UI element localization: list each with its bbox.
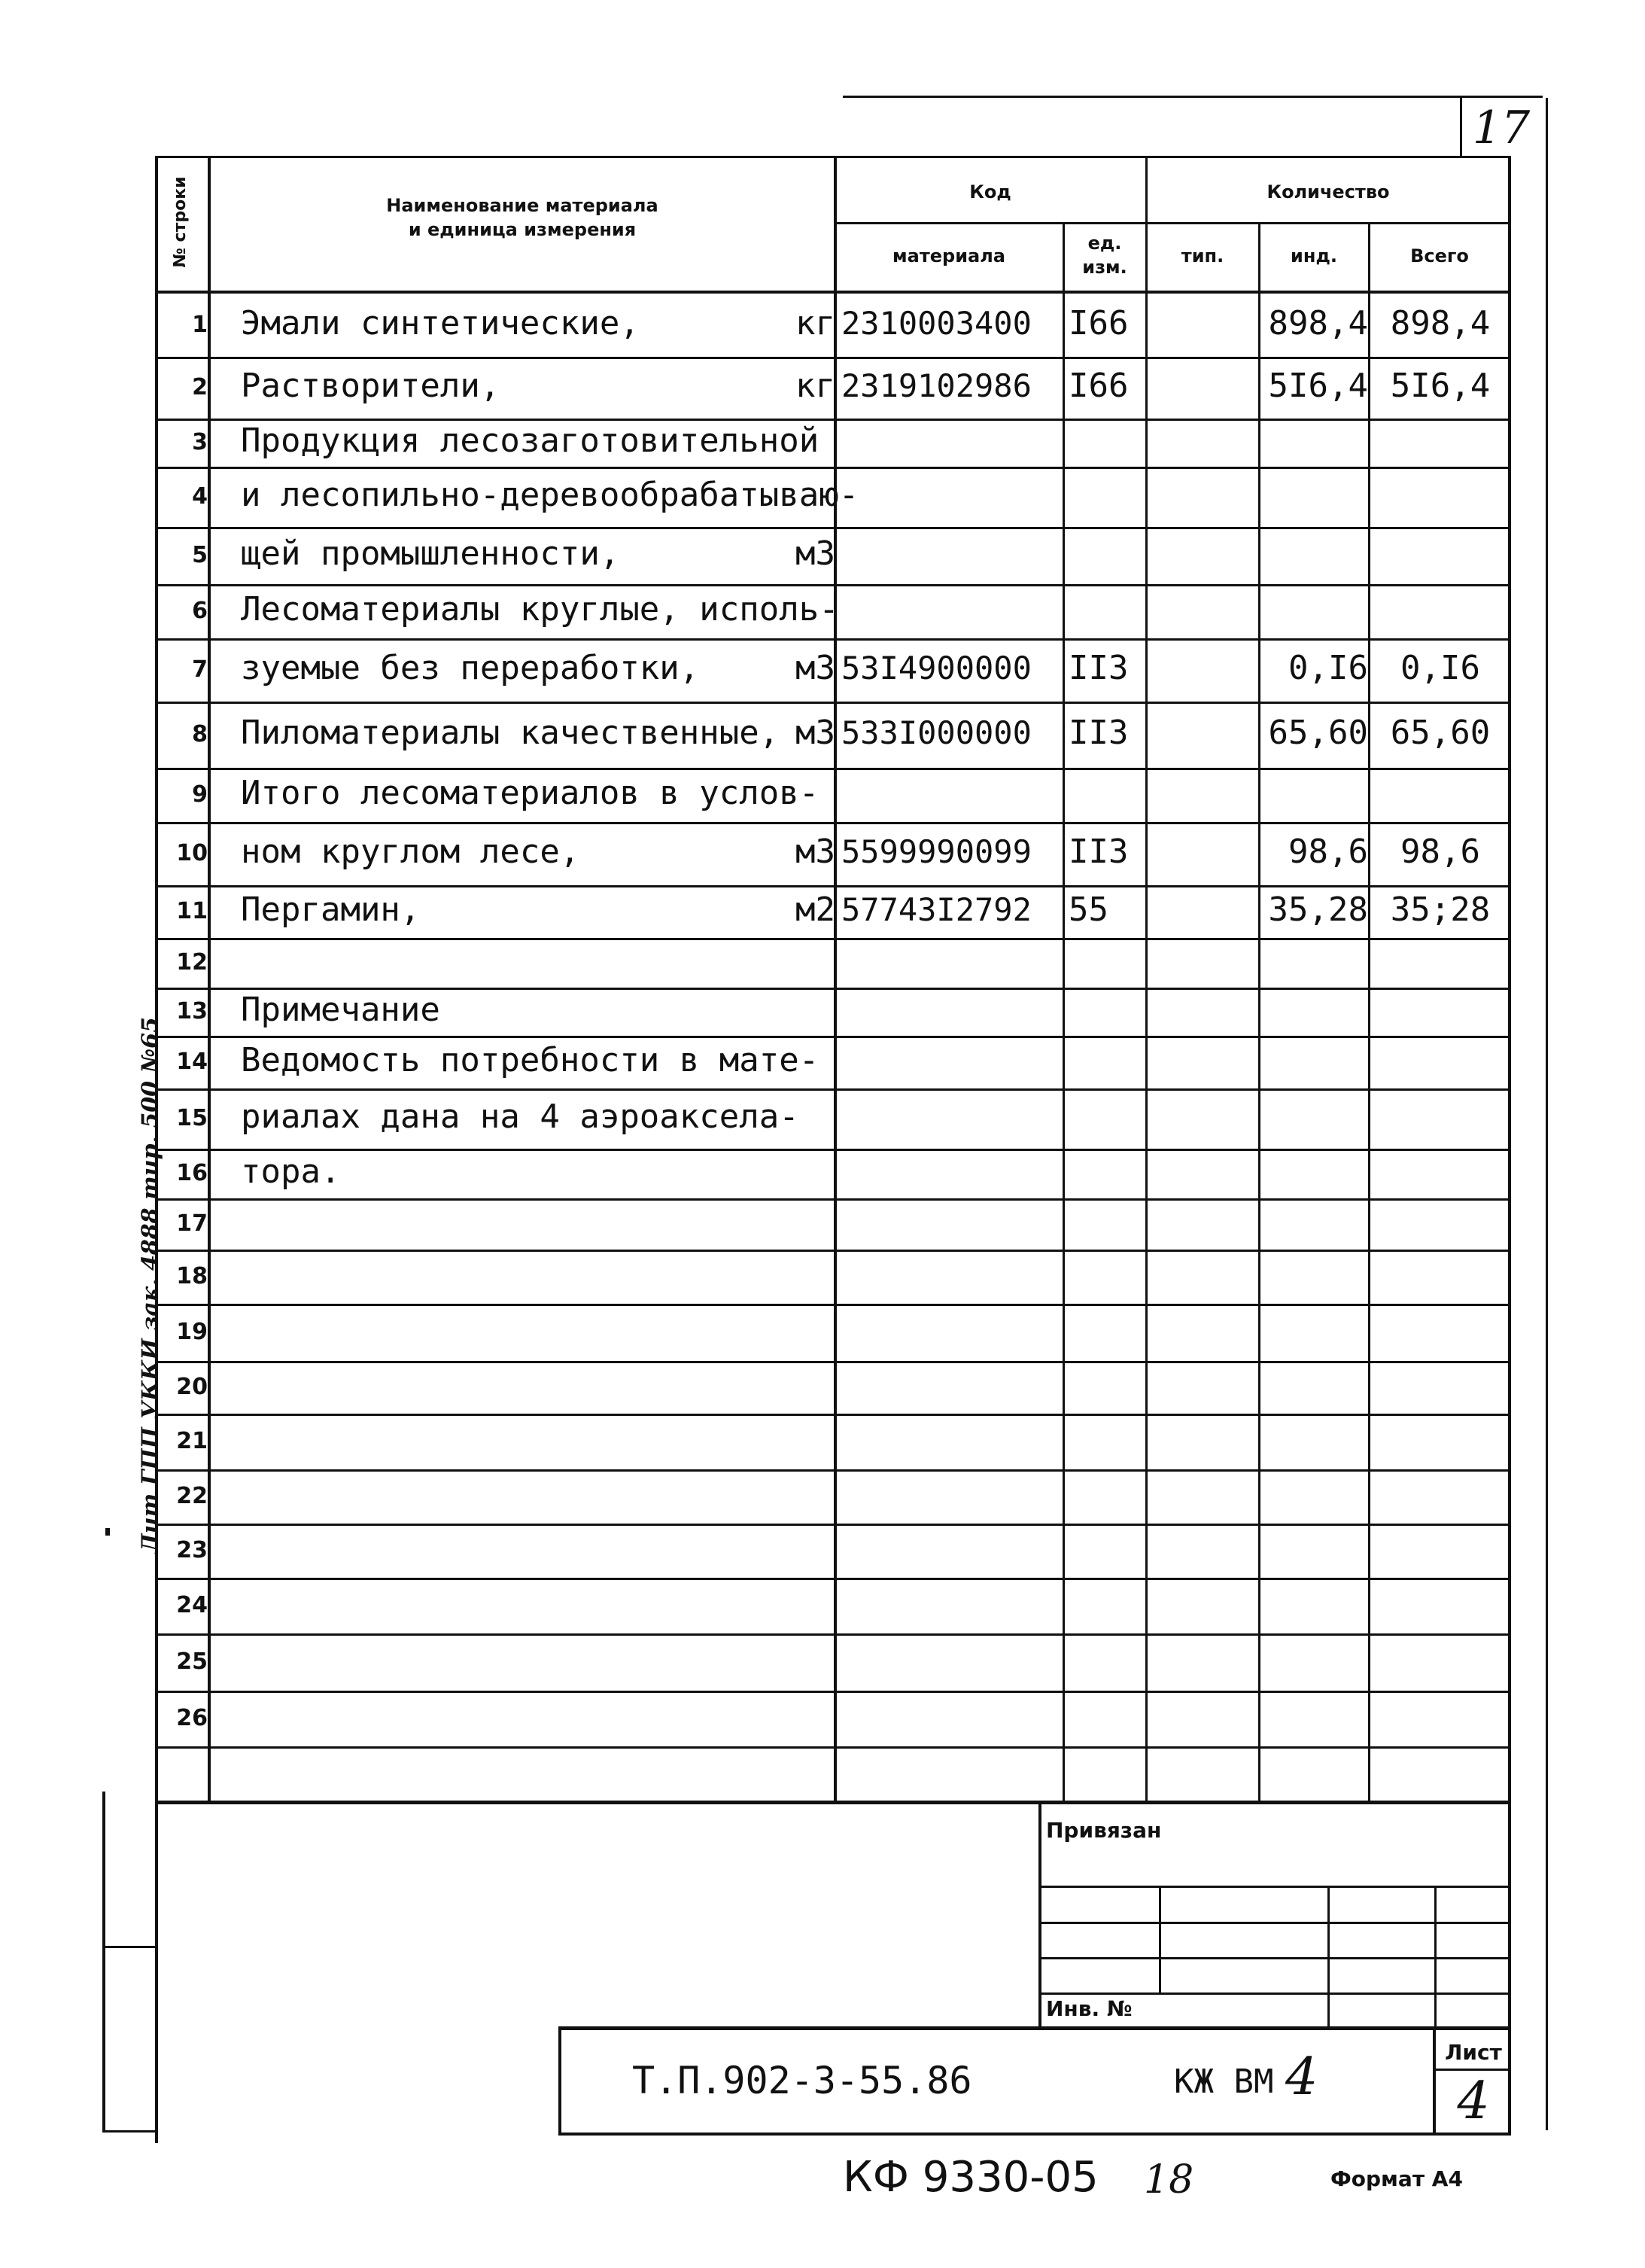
header-type: тип. (1181, 245, 1224, 266)
material-name: щей промышленности, (241, 534, 620, 573)
row-number: 10 (176, 840, 208, 866)
footer-copy-number: 18 (1144, 2157, 1194, 2203)
row-divider (157, 1633, 1510, 1636)
row-number: 13 (176, 998, 208, 1024)
material-name: Итого лесоматериалов в услов- (241, 774, 819, 812)
material-name: и лесопильно-деревообрабатываю- (241, 476, 859, 514)
row-divider (157, 702, 1510, 704)
header-total: Всего (1410, 245, 1469, 266)
row-number: 18 (176, 1263, 208, 1289)
material-name: Пергамин, (241, 890, 421, 929)
quantity-total: 35;28 (1390, 890, 1491, 929)
row-number: 7 (192, 656, 208, 683)
header-material: материала (892, 245, 1005, 266)
row-divider (157, 1524, 1510, 1526)
sheet-corner-number: 17 (1472, 102, 1531, 154)
row-number: 17 (176, 1210, 208, 1237)
row-divider (157, 1088, 1510, 1091)
unit-code: I66 (1069, 367, 1129, 405)
quantity-total: 5I6,4 (1390, 367, 1491, 405)
material-name: Растворители, (241, 367, 500, 405)
row-number: 16 (176, 1160, 208, 1186)
material-unit: кг (795, 304, 835, 342)
material-name: Лесоматериалы круглые, исполь- (241, 590, 839, 629)
quantity-total: 898,4 (1390, 304, 1491, 342)
header-name-line1: Наименование материала (386, 195, 658, 216)
material-name: риалах дана на 4 аэроаксела- (241, 1097, 799, 1136)
row-divider (157, 419, 1510, 421)
material-name: зуемые без переработки, (241, 649, 700, 687)
material-unit: м3 (795, 833, 835, 871)
header-ind: инд. (1291, 245, 1337, 266)
material-code: 2319102986 (841, 367, 1032, 404)
footer-format: Формат А4 (1330, 2166, 1463, 2191)
material-name: Эмали синтетические, (241, 304, 640, 342)
row-number: 9 (192, 781, 208, 808)
quantity-ind: 5I6,4 (1268, 367, 1368, 405)
row-divider (157, 638, 1510, 641)
header-unit-line2: изм. (1082, 257, 1127, 278)
row-divider (157, 768, 1510, 770)
row-number: 22 (176, 1483, 208, 1509)
unit-code: 55 (1069, 890, 1108, 929)
row-divider (157, 584, 1510, 586)
row-divider (157, 357, 1510, 359)
quantity-ind: 0,I6 (1288, 649, 1368, 687)
material-name: ном круглом лесе, (241, 833, 580, 871)
material-code: 53I4900000 (841, 650, 1032, 686)
material-unit: м3 (795, 649, 835, 687)
row-number: 14 (176, 1049, 208, 1075)
row-number: 2 (192, 374, 208, 400)
material-name: Ведомость потребности в мате- (241, 1041, 819, 1079)
stamp-sheet-label: Лист (1445, 2040, 1502, 2065)
header-row-number: № строки (171, 176, 190, 268)
row-number: 25 (176, 1648, 208, 1675)
row-divider (157, 885, 1510, 887)
row-number: 12 (176, 949, 208, 976)
row-number: 6 (192, 598, 208, 624)
row-divider (157, 1469, 1510, 1472)
row-number: 5 (192, 542, 208, 568)
row-divider (157, 1361, 1510, 1363)
quantity-total: 65,60 (1390, 714, 1491, 752)
stamp-inv-label: Инв. № (1046, 1996, 1133, 2021)
footer-order-number: КФ 9330-05 (843, 2153, 1099, 2202)
material-code: 5599990099 (841, 833, 1032, 870)
quantity-ind: 98,6 (1288, 833, 1368, 871)
row-divider (157, 1250, 1510, 1252)
row-number: 4 (192, 483, 208, 510)
stamp-document-code: Т.П.902-3-55.86 (632, 2059, 972, 2102)
row-divider (157, 1198, 1510, 1201)
quantity-total: 0,I6 (1400, 649, 1480, 687)
row-divider (157, 1578, 1510, 1580)
header-name-line2: и единица измерения (408, 219, 637, 240)
row-divider (157, 822, 1510, 824)
side-print-note: Лит ГПП УККИ зак. 4888 тир. 500 №65 (137, 1017, 164, 1554)
stamp-document-mark-number: 4 (1285, 2047, 1318, 2107)
stamp-sheet-number: 4 (1457, 2072, 1490, 2131)
material-unit: кг (795, 367, 835, 405)
stamp-document-mark: КЖ ВМ (1174, 2063, 1274, 2101)
row-number: 8 (192, 721, 208, 747)
row-divider (157, 1414, 1510, 1416)
row-divider (157, 527, 1510, 529)
row-number: 1 (192, 312, 208, 338)
material-name: Примечание (241, 991, 440, 1029)
row-divider (157, 1036, 1510, 1038)
row-number: 21 (176, 1428, 208, 1454)
header-code: Код (969, 181, 1011, 202)
row-divider (157, 1304, 1510, 1306)
row-number: 24 (176, 1592, 208, 1618)
unit-code: I66 (1069, 304, 1129, 342)
row-divider (157, 1746, 1510, 1749)
row-number: 26 (176, 1705, 208, 1731)
unit-code: II3 (1069, 649, 1129, 687)
material-unit: м2 (795, 890, 835, 929)
row-divider (157, 938, 1510, 940)
material-name: Пиломатериалы качественные, (241, 714, 780, 752)
material-code: 2310003400 (841, 305, 1032, 342)
row-divider (157, 1149, 1510, 1151)
quantity-ind: 898,4 (1268, 304, 1368, 342)
material-name: Продукция лесозаготовительной (241, 422, 819, 460)
material-unit: м3 (795, 714, 835, 752)
row-number: 11 (176, 898, 208, 924)
row-number: 15 (176, 1105, 208, 1131)
header-quantity: Количество (1266, 181, 1390, 202)
material-name: тора. (241, 1152, 341, 1191)
material-unit: м3 (795, 534, 835, 573)
row-divider (157, 988, 1510, 990)
quantity-ind: 65,60 (1268, 714, 1368, 752)
unit-code: II3 (1069, 714, 1129, 752)
row-number: 19 (176, 1319, 208, 1345)
header-unit-line1: ед. (1087, 233, 1122, 254)
unit-code: II3 (1069, 833, 1129, 871)
quantity-ind: 35,28 (1268, 890, 1368, 929)
row-number: 23 (176, 1537, 208, 1563)
row-divider (157, 1691, 1510, 1693)
material-code: 57743I2792 (841, 891, 1032, 928)
quantity-total: 98,6 (1400, 833, 1480, 871)
stamp-bound-label: Привязан (1046, 1818, 1162, 1843)
row-number: 20 (176, 1374, 208, 1400)
material-code: 533I000000 (841, 714, 1032, 751)
row-number: 3 (192, 429, 208, 455)
row-divider (157, 467, 1510, 469)
